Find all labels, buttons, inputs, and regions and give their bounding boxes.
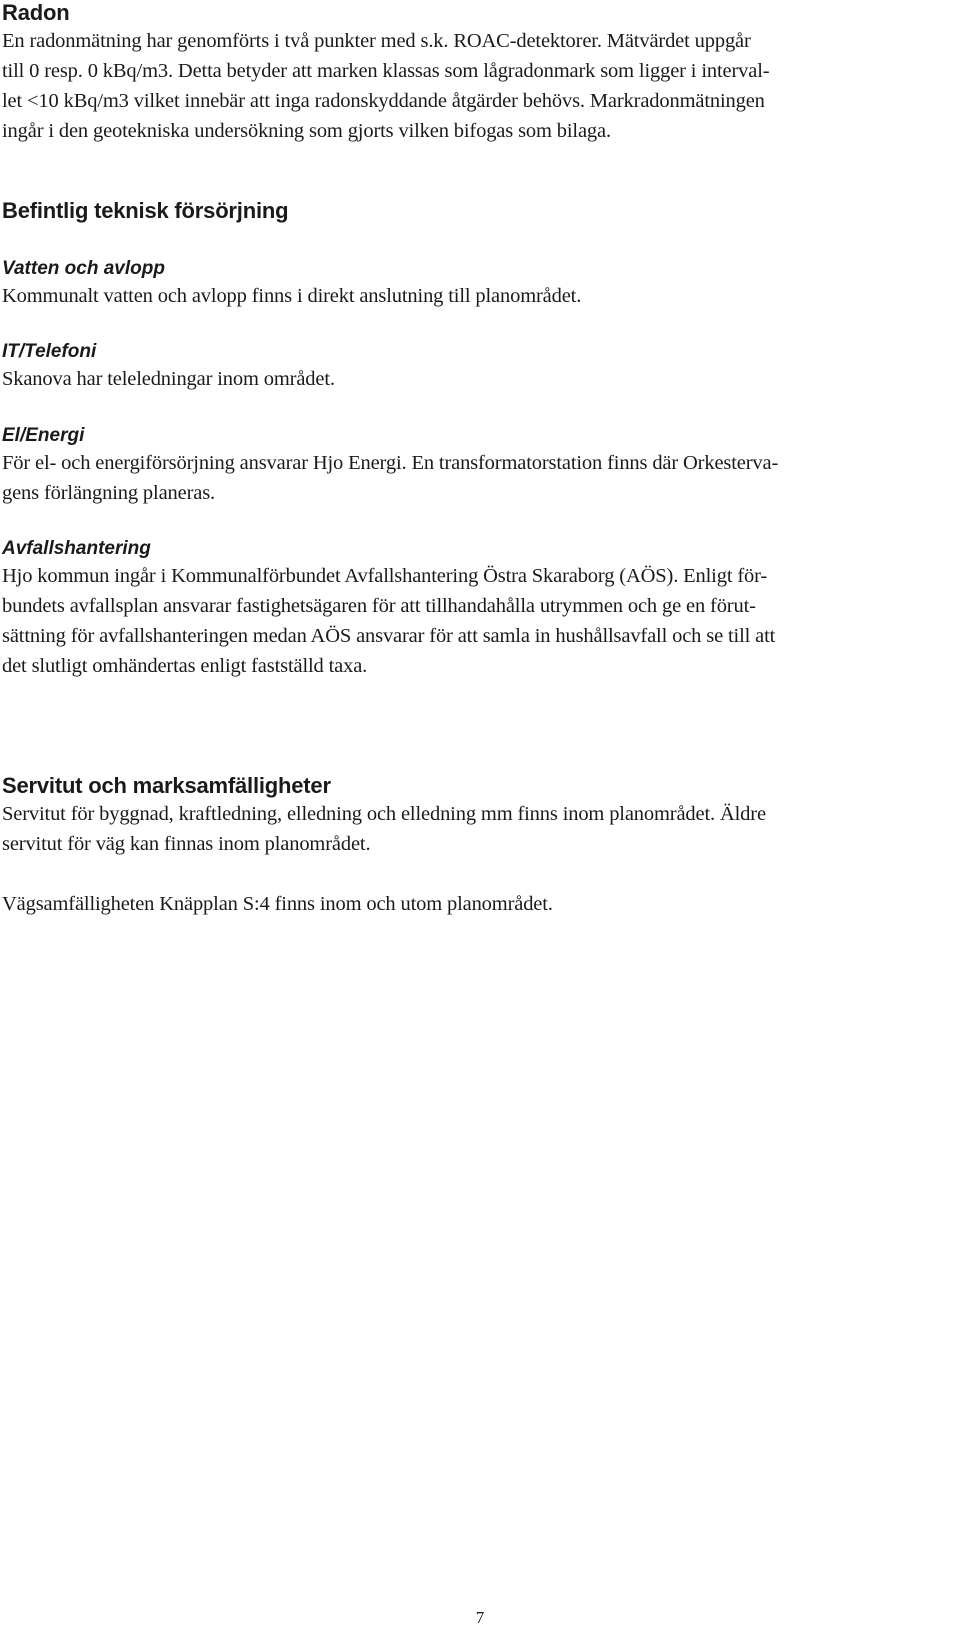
servitut-paragraph-2 [2,889,957,919]
subsection-avfall [2,537,957,681]
paragraph-line: Vägsamfälligheten Knäpplan S:4 finns inom och utom planområdet. [2,893,553,915]
paragraph-line: gens förlängning planeras. [2,482,215,504]
paragraph-line: För el- och energiförsörjning ansvarar Hjo Energi. En transformatorstation finns där Orkesterva- [2,452,779,474]
radon-paragraph [2,26,957,146]
paragraph-line: servitut för väg kan finnas inom planområdet. [2,833,371,855]
servitut-paragraph [2,799,957,859]
subsection-it [2,340,957,394]
section-servitut [2,773,957,919]
paragraph-line: ingår i den geotekniska undersökning som gjorts vilken bifogas som bilaga. [2,120,611,142]
it-heading: IT/Telefoni [2,341,97,362]
section-befintlig-heading [2,198,957,224]
befintlig-heading: Befintlig teknisk försörjning [2,198,289,223]
avfall-heading: Avfallshantering [2,538,151,559]
paragraph-line: Skanova har teleledningar inom området. [2,368,335,390]
paragraph-line: Kommunalt vatten och avlopp finns i direkt anslutning till planområdet. [2,285,582,307]
servitut-heading: Servitut och marksamfälligheter [2,773,331,798]
page-number: 7 [475,1608,485,1627]
paragraph-line: det slutligt omhändertas enligt fastställd taxa. [2,655,368,677]
subsection-vatten [2,257,957,311]
paragraph-line: En radonmätning har genomförts i två punkter med s.k. ROAC-detektorer. Mätvärdet uppgår [2,30,751,52]
el-heading: El/Energi [2,425,85,446]
vatten-paragraph [2,281,957,311]
subsection-el [2,424,957,508]
paragraph-line: bundets avfallsplan ansvarar fastighetsägaren för att tillhandahålla utrymmen och ge en förut- [2,595,756,617]
paragraph-line: till 0 resp. 0 kBq/m3. Detta betyder att marken klassas som lågradonmark som ligger i interval- [2,60,770,82]
avfall-paragraph [2,561,957,681]
el-paragraph [2,448,957,508]
paragraph-line: sättning för avfallshanteringen medan AÖS ansvarar för att samla in hushållsavfall och se till att [2,625,776,647]
vatten-heading: Vatten och avlopp [2,258,165,279]
paragraph-line: let <10 kBq/m3 vilket innebär att inga radonskyddande åtgärder behövs. Markradonmätningen [2,90,765,112]
paragraph-line: Hjo kommun ingår i Kommunalförbundet Avfallshantering Östra Skaraborg (AÖS). Enligt för- [2,565,768,587]
section-radon [2,0,957,146]
radon-heading: Radon [2,0,70,25]
it-paragraph [2,364,957,394]
paragraph-line: Servitut för byggnad, kraftledning, elledning och elledning mm finns inom planområdet. Äldre [2,803,766,825]
